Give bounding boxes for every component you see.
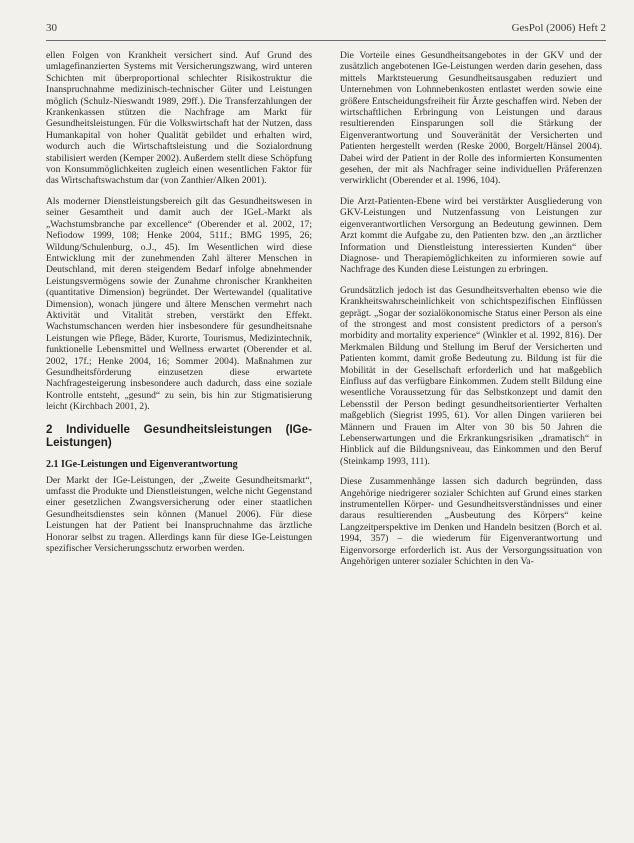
paragraph: Diese Zusammenhänge lassen sich dadurch begründen, dass Angehörige niedrigerer sozialer Schichten auf Grund eines starken instrumentellen Körper- und Gesundheitsverständnisses und einer daraus resultierenden „Ausbeutung des Körpers“ keine Langzeitperspektive im Denken und Handeln besitzen (Borch et al. 1994, 357) – die wiederum für Eigenverantwortung und Eigenvorsorge erforderlich ist. Aus der Versorgungssituation von Angehörigen unterer sozialer Schichten in den Va- [340,476,602,568]
section-heading: 2 Individuelle Gesundheitsleistungen (IGe-Leistungen) [46,422,312,449]
paragraph: Die Arzt-Patienten-Ebene wird bei verstärkter Ausgliederung von GKV-Leistungen und Nutzenfassung von Leistungen zur eigenverantwortlichen Versorgung an Bedeutung gewinnen. Dem Arzt kommt die Aufgabe zu, den Patienten bzw. den „an ärztlicher Information und Dienstleistung interessierten Kunden“ über Diagnose- und Therapiemöglichkeiten zu informieren sowie auf Nachfrage des Kunden diese Leistungen zu erbringen. [340,195,602,276]
header-rule [46,40,606,41]
subsection-heading: 2.1 IGe-Leistungen und Eigenverantwortung [46,458,238,470]
paragraph: Als moderner Dienstleistungsbereich gilt das Gesundheitswesen in seiner Gesamtheit und damit auch der IGeL-Markt als „Wachstumsbranche par excellence“ (Oberender et al. 2002, 17; Nefiodow 1999, 108; Henke 2004, 511f.; BMG 1995, 26; Wildung/Schulenburg, o.J., 45). Im Wesentlichen wird diese Entwicklung mit der zunehmenden Zahl älterer Menschen in Deutschland, mit deren steigendem Bedarf infolge abnehmender Leistungsvermögens sowie der Zunahme chronischer Krankheiten (quantitative Dimension) begründet. Der Wertewandel (qualitative Dimension), wonach jüngere und ältere Menschen vermehrt nach Aktivität und Vitalität streben, verstärkt den Effekt. Wachstumschancen werden hier insbesondere für gesundheitsnahe Leistungen wie Pflege, Bäder, Kurorte, Tourismus, Medizintechnik, funktionelle Lebensmittel und Wellness erwartet (Oberender et al. 2002, 17f.; Henke 2004, 16; Sommer 2004). Maßnahmen zur Gesundheitsförderung einzusetzen diese erwartete Nachfragesteigerung insbesondere auch dadurch, dass eine soziale Kontrolle entsteht, „gesund“ zu sein, bis hin zur Stigmatisierung leicht (Kirchbach 2001, 2). [46,195,312,413]
paragraph: Grundsätzlich jedoch ist das Gesundheitsverhalten ebenso wie die Krankheitswahrscheinlichkeit von schichtspezifischen Einflüssen geprägt. „Sogar der sozialökonomische Status einer Person als eine of the strongest and most consistent predictors of a person's morbidity and mortality experience“ (Winkler et al. 1992, 816). Der Merkmalen Bildung und Stellung im Beruf der Versicherten und Patienten kommt, damit große Bedeutung zu. Bildung ist für die Mobilität in der Gesellschaft erforderlich und hat maßgeblich Einfluss auf das verfügbare Einkommen. Zudem stellt Bildung eine wesentliche Voraussetzung für das Selbstkonzept und damit den Lebensstil der Person bedingt gesundheitsorientierter Verhalten maßgeblich (Siegrist 1995, 61). Vor allen Dingen variieren bei Männern und Frauen im Alter von 30 bis 50 Jahren die Lebenserwartungen und die Erkrankungsrisiken „dramatisch“ in Hinblick auf die Bildungsniveau, das Einkommen und den Beruf (Steinkamp 1993, 111). [340,284,602,467]
paragraph: Die Vorteile eines Gesundheitsangebotes in der GKV und der zusätzlich angebotenen IGe-Leistungen werden darin gesehen, dass mittels Marktsteuerung Gesundheitsausgaben reduziert und Unternehmen von Lohnnebenkosten entlastet werden sowie eine größere Entscheidungsfreiheit für Ärzte geschaffen wird. Neben der wirtschaftlichen Erbringung von Leistungen und daraus resultierenden Einsparungen soll die Stärkung der Eigenverantwortung und Souveränität der Versicherten und Patienten hergestellt werden (Reske 2000, Borgelt/Hänsel 2004). Dabei wird der Patient in der Rolle des informierten Konsumenten gesehen, der mit als Nachfrager seine individuellen Präferenzen verwirklicht (Oberender et al. 1996, 104). [340,50,602,187]
journal-reference: GesPol (2006) Heft 2 [511,22,606,34]
left-column [46,50,312,563]
paragraph: ellen Folgen von Krankheit versichert sind. Auf Grund des umlagefinanzierten Systems mit Versicherungszwang, wird unteren Schichten mit überproportional schlechter Risikostruktur die Inanspruchnahme medizinisch-technischer Güter und Leistungen möglich (Schulz-Nieswandt 1989, 29ff.). Die Transferzahlungen der Krankenkassen stützen die Nachfrage am Markt für Gesundheitsleistungen. Für die Volkswirtschaft hat der Nutzen, dass Humankapital von hoher Qualität gebildet und erhalten wird, wodurch auch die Wirtschaftsleistung und die Sozialordnung stabilisiert werden (Kemper 2002). Außerdem stellt diese Schöpfung von Konsummöglichkeiten zugleich einen wesentlichen Faktor für das Wirtschaftswachstum dar (von Zanthier/Alken 2001). [46,50,312,187]
running-header [46,22,606,38]
right-column [340,50,602,576]
page-number: 30 [46,22,57,34]
paragraph: Der Markt der IGe-Leistungen, der „Zweite Gesundheitsmarkt“, umfasst die Produkte und Dienstleistungen, welche nicht Gegenstand einer gesetzlichen Zwangsversicherung oder einer staatlichen Gesundheitsdienstes sein können (Manuel 2006). Für diese Leistungen hat der Patient bei Inanspruchnahme das ärztliche Honorar selbst zu tragen. Allerdings kann für diese IGe-Leistungen spezifischer Versicherungsschutz erworben werden. [46,474,312,555]
